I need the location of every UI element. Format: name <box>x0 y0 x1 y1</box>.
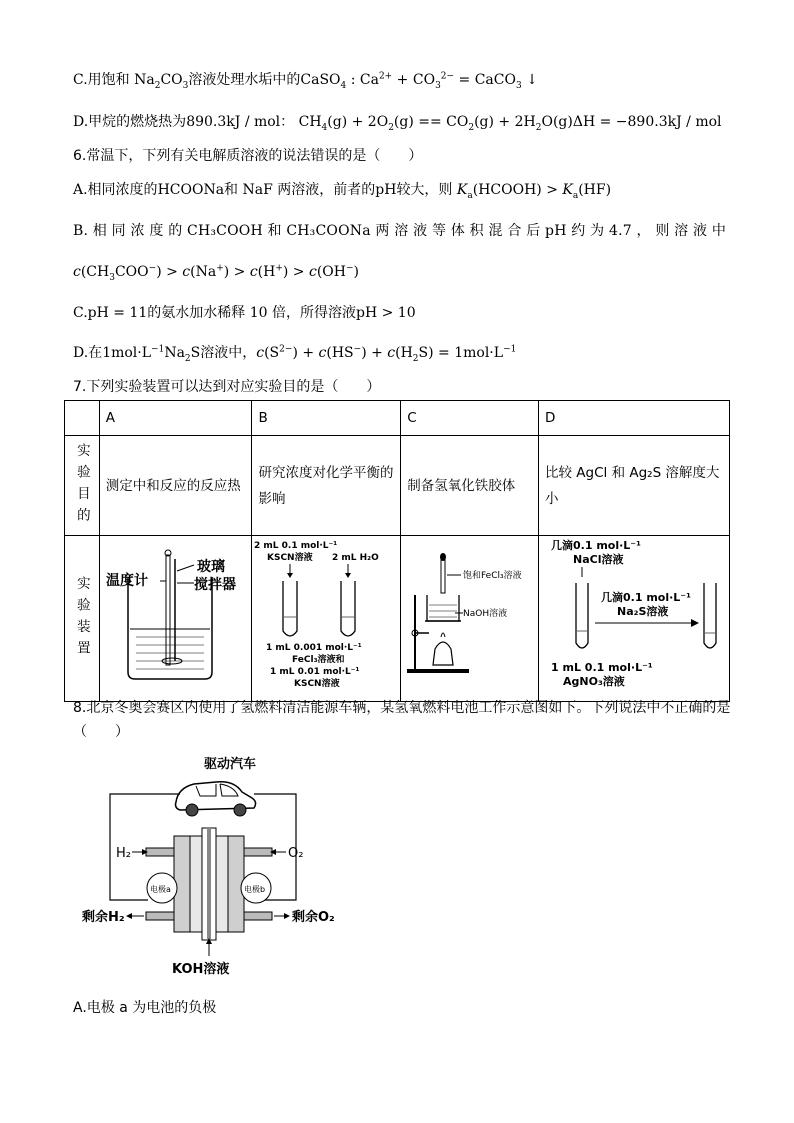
d-label-4: Na₂S溶液 <box>617 604 669 618</box>
col-header-b: B <box>252 401 401 436</box>
calorimeter-diagram <box>100 537 240 697</box>
col-header-c: C <box>401 401 539 436</box>
apparatus-c <box>401 536 539 702</box>
q6-stem: 6.常温下，下列有关电解质溶液的说法错误的是（ ） <box>73 148 423 164</box>
q7-stem: 7.下列实验装置可以达到对应实验目的是（ ） <box>73 379 381 395</box>
col-header-a: A <box>99 401 252 436</box>
remaining-o2-label: 剩余O₂ <box>292 910 335 925</box>
b-label-6: 1 mL 0.01 mol·L⁻¹ <box>270 666 360 677</box>
d-label-6: AgNO₃溶液 <box>563 674 625 688</box>
row-label-goal: 实验目的 <box>65 436 100 536</box>
d-label-2: NaCl溶液 <box>573 552 624 566</box>
b-label-3: 2 mL H₂O <box>332 552 380 563</box>
goal-c: 制备氢氧化铁胶体 <box>401 436 539 536</box>
car-icon <box>176 782 256 816</box>
q8-stem-line2: （ ） <box>73 724 129 740</box>
apparatus-d <box>539 536 730 702</box>
b-label-1: 2 mL 0.1 mol·L⁻¹ <box>254 540 338 551</box>
equilibrium-diagram <box>252 537 388 697</box>
b-label-2: KSCN溶液 <box>267 552 314 563</box>
q6-option-a: A.相同浓度的HCOONa和 NaF 两溶液，前者的pH较大，则 $K_a(HCOOH) > K_a(HF)$ <box>73 182 612 201</box>
koh-label: KOH溶液 <box>172 962 230 977</box>
fuel-cell-diagram <box>82 752 342 980</box>
d-label-3: 几滴0.1 mol·L⁻¹ <box>601 590 691 604</box>
q6-option-c: C.pH = 11的氨水加水稀释 10 倍，所得溶液pH > 10 <box>73 305 416 321</box>
thermometer-label: 温度计 <box>105 572 148 589</box>
stirrer-label-1: 玻璃 <box>196 558 225 575</box>
q6-option-b-line2: $c(CH_3COO^-) > c(Na^+) > c(H^+) > c(OH^-)$ <box>73 263 359 283</box>
electrode-a-label: 电极a <box>150 885 171 894</box>
b-label-5: FeCl₃溶液和 <box>292 654 345 665</box>
o2-label: O₂ <box>288 846 304 861</box>
apparatus-a <box>99 536 252 702</box>
q6-option-d: D.在$1mol\cdot L^{-1}Na_2S$溶液中，$c(S^{2-}) + c(HS^-) + c(H_2S) = 1mol\cdot L^{-1}$ <box>73 344 517 364</box>
q5-option-d: D.甲烷的燃烧热为890.3kJ / mol： $CH_4(g) + 2O_2(g) == CO_2(g) + 2H_2O(g)\Delta H = -890.3kJ$ / mol <box>73 114 722 133</box>
remaining-h2-label: 剩余H₂ <box>82 910 125 925</box>
row-label-apparatus: 实验装置 <box>65 536 100 702</box>
d-label-1: 几滴0.1 mol·L⁻¹ <box>551 538 641 552</box>
apparatus-b <box>252 536 401 702</box>
electrode-b-label: 电极b <box>244 885 266 894</box>
q5-option-c: C.用饱和 $Na_2CO_3$溶液处理水垢中的CaSO$_4$ : $Ca^{2+} + CO_3^{2-}$ = CaCO$_3$ ↓ <box>73 71 538 91</box>
colloid-diagram <box>401 537 526 697</box>
b-label-7: KSCN溶液 <box>294 678 341 689</box>
goal-b: 研究浓度对化学平衡的影响 <box>252 436 401 536</box>
col-header-d: D <box>539 401 730 436</box>
q6-option-b-line1: B. 相 同 浓 度 的 CH₃COOH 和 CH₃COONa 两 溶 液 等 体 积 混 合 后 pH 约 为 4.7 ， 则 溶 液 中 <box>73 223 727 239</box>
goal-a: 测定中和反应的反应热 <box>99 436 252 536</box>
goal-d: 比较 AgCl 和 Ag₂S 溶解度大小 <box>539 436 730 536</box>
experiment-table <box>64 400 730 702</box>
solubility-diagram <box>539 537 729 697</box>
q8-option-a: A.电极 a 为电池的负极 <box>73 1000 217 1016</box>
c-label-1: 饱和FeCl₃溶液 <box>463 570 522 581</box>
q8-stem-line1: 8.北京冬奥会赛区内使用了氢燃料清洁能源车辆，某氢氧燃料电池工作示意图如下。下列说法中不正确的是 <box>73 700 731 716</box>
stirrer-label-2: 搅拌器 <box>193 576 236 593</box>
car-label: 驱动汽车 <box>204 757 257 772</box>
c-label-2: NaOH溶液 <box>463 608 508 619</box>
b-label-4: 1 mL 0.001 mol·L⁻¹ <box>266 642 363 653</box>
d-label-5: 1 mL 0.1 mol·L⁻¹ <box>551 660 653 674</box>
table-corner <box>65 401 100 436</box>
h2-label: H₂ <box>116 846 131 861</box>
